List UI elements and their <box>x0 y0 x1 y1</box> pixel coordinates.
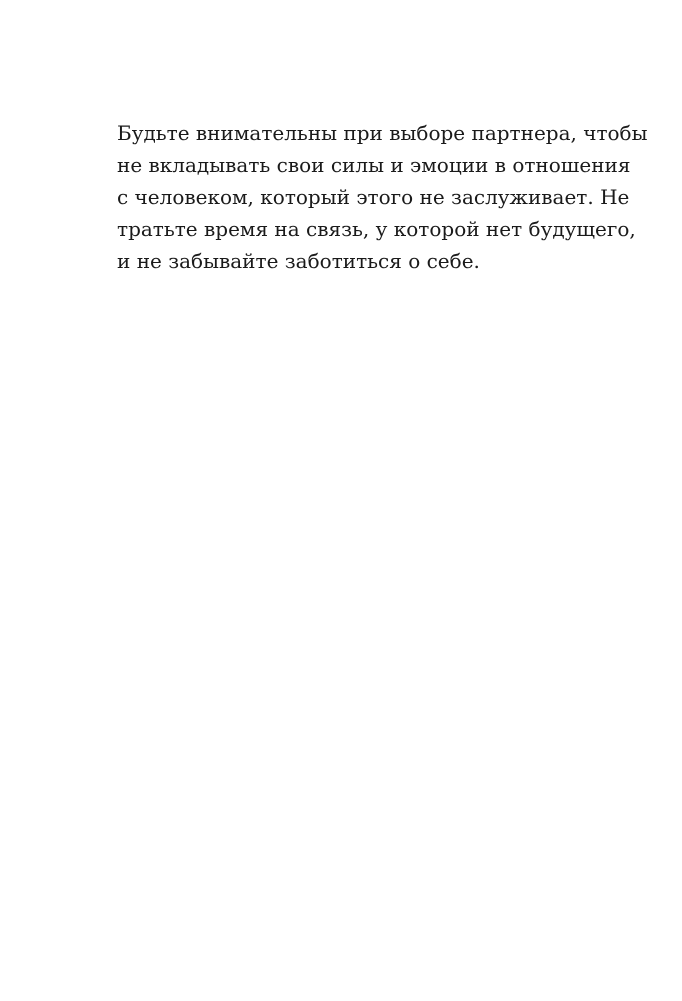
paragraph-line: тратьте время на связь, у которой нет будущего, <box>117 217 636 241</box>
body-paragraph <box>117 117 648 277</box>
paragraph-line: и не забывайте заботиться о себе. <box>117 249 480 273</box>
paragraph-line: не вкладывать свои силы и эмоции в отношения <box>117 153 631 177</box>
paragraph-line: с человеком, который этого не заслуживает. Не <box>117 185 630 209</box>
paragraph-line: Будьте внимательны при выборе партнера, чтобы <box>117 121 648 145</box>
